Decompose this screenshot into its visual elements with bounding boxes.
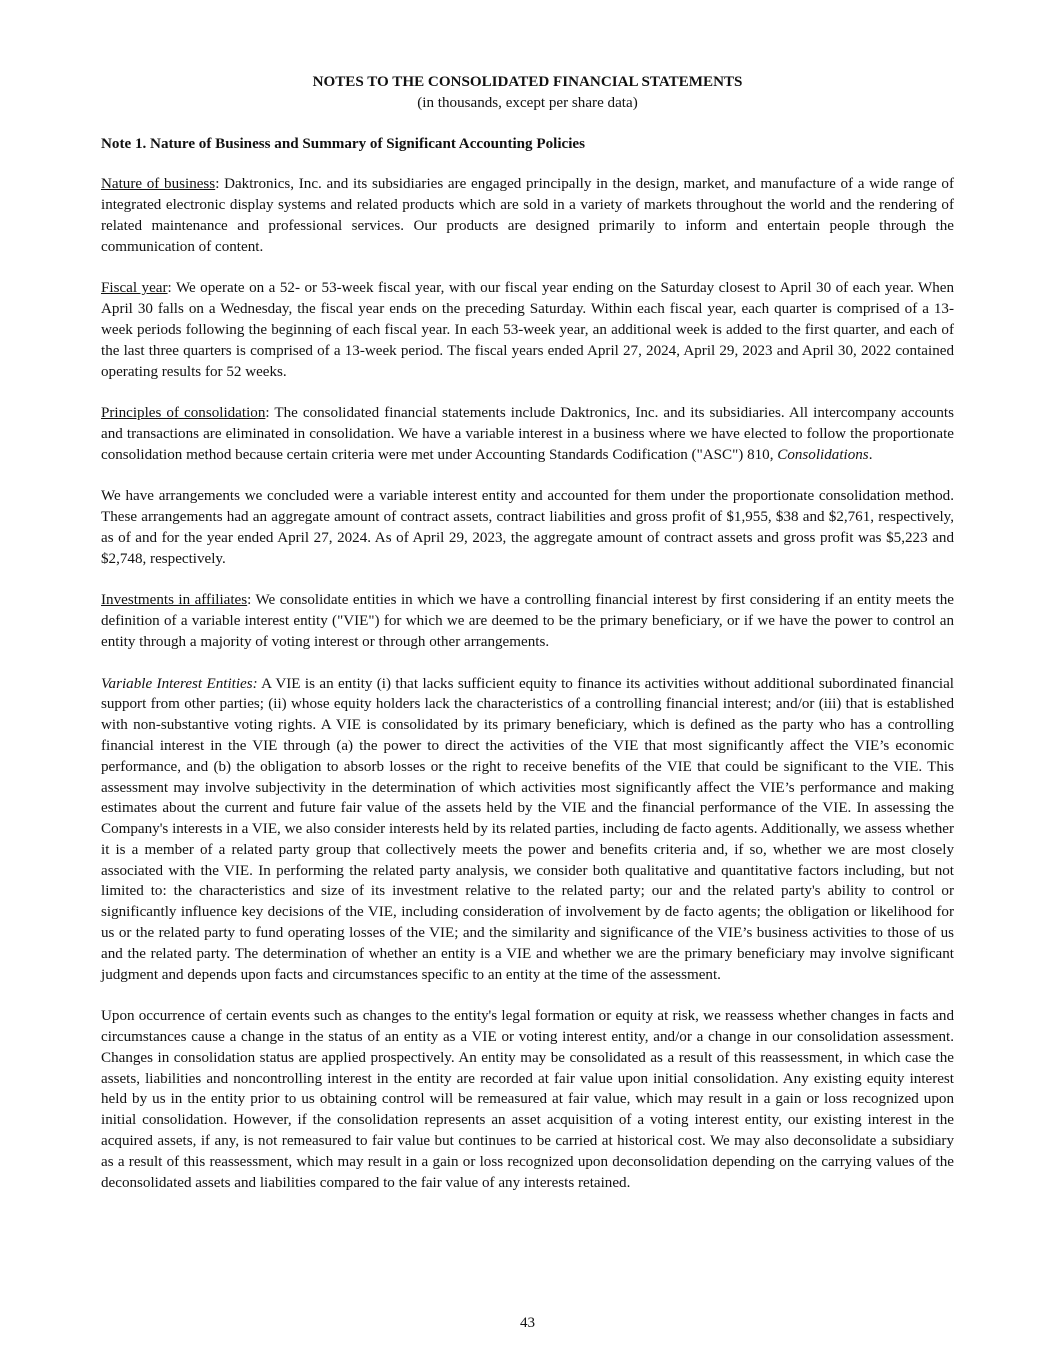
paragraph-investments-in-affiliates (101, 590, 954, 652)
paragraph-nature-of-business (101, 174, 954, 257)
text-principles-of-consolidation: : The consolidated financial statements include Daktronics, Inc. and its subsidiaries. All intercompany accounts and transactions are eliminated in consolidation. We have a variable interest in a business where we have elected to follow the proportionate consolidation method because certain criteria were met under Accounting Standards Codification ("ASC") 810, (101, 405, 954, 463)
paragraph-principles-of-consolidation (101, 403, 954, 465)
paragraph-fiscal-year (101, 278, 954, 382)
term-variable-interest-entities: Variable Interest Entities: (101, 675, 258, 692)
paragraph-arrangements: We have arrangements we concluded were a variable interest entity and accounted for them under the proportionate consolidation method. These arrangements had an aggregate amount of contract assets, contract liabilities and gross profit of $1,955, $38 and $2,761, respectively, as of and for the year ended April 27, 2024. As of April 29, 2023, the aggregate amount of contract assets and gross profit was $5,223 and $2,748, respectively. (101, 488, 954, 567)
term-investments-in-affiliates: Investments in affiliates (101, 592, 248, 609)
document-page (101, 72, 954, 1214)
note-heading: Note 1. Nature of Business and Summary of Significant Accounting Policies (101, 135, 585, 152)
term-principles-of-consolidation: Principles of consolidation (101, 405, 266, 422)
paragraph-variable-interest-entities (101, 674, 954, 986)
term-nature-of-business: Nature of business (101, 176, 216, 193)
term-fiscal-year: Fiscal year (101, 280, 168, 297)
italic-consolidations: Consolidations (777, 446, 869, 463)
text-investments-in-affiliates: : We consolidate entities in which we have a controlling financial interest by first considering if an entity meets the definition of a variable interest entity ("VIE") for which we are deemed to be the primary beneficiary, or if we have the power to control an entity through a majority of voting interest or through other arrangements. (101, 592, 954, 650)
page-title: NOTES TO THE CONSOLIDATED FINANCIAL STATEMENTS (312, 74, 743, 90)
page-number: 43 (519, 1315, 536, 1331)
page-subtitle: (in thousands, except per share data) (417, 94, 638, 111)
text-fiscal-year: : We operate on a 52- or 53-week fiscal year, with our fiscal year ending on the Saturday closest to April 30 of each year. When April 30 falls on a Wednesday, the fiscal year ends on the preceding Saturday. Within each fiscal year, each quarter is comprised of a 13-week periods following the beginning of each fiscal year. In each 53-week year, an additional week is added to the first quarter, and each of the last three quarters is comprised of a 13-week period. The fiscal years ended April 27, 2024, April 29, 2023 and April 30, 2022 contained operating results for 52 weeks. (101, 280, 954, 380)
text-nature-of-business: : Daktronics, Inc. and its subsidiaries are engaged principally in the design, market, and manufacture of a wide range of integrated electronic display systems and related products which are sold in a variety of markets throughout the world and the rendering of related maintenance and professional services. Our products are designed primarily to inform and entertain people through the communication of content. (101, 176, 954, 255)
text-variable-interest-entities: A VIE is an entity (i) that lacks sufficient equity to finance its activities without additional subordinated financial support from other parties; (ii) whose equity holders lack the characteristics of a controlling financial interest; and/or (iii) that is established with non-substantive voting rights. A VIE is consolidated by its primary beneficiary, which is defined as the party who has a controlling financial interest in the VIE through (a) the power to direct the activities of the VIE that most significantly affect the VIE’s economic performance, and (b) the obligation to absorb losses or the right to receive benefits of the VIE that could be significant to the VIE. This assessment may involve subjectivity in the determination of which activities most significantly affect the VIE’s performance and making estimates about the current and future fair value of the assets held by the VIE and the financial performance of the VIE. In assessing the Company's interests in a VIE, we also consider interests held by its related parties, including de facto agents. Additionally, we assess whether it is a member of a related party group that collectively meets the power and benefits criteria and, if so, whether we are most closely associated with the VIE. In performing the related party analysis, we consider both qualitative and quantitative factors including, but not limited to: the characteristics and size of its investment relative to the related party; our and the related party's ability to control or significantly influence key decisions of the VIE, including consideration of involvement by de facto agents; the obligation or likelihood for us or the related party to fund operating losses of the VIE; and the similarity and significance of the VIE’s business activities to those of us and the related party. The determination of whether an entity is a VIE and whether we are the primary beneficiary may involve significant judgment and depends upon facts and circumstances specific to an entity at the time of the assessment. (101, 675, 954, 983)
paragraph-reassessment: Upon occurrence of certain events such as changes to the entity's legal formation or equity at risk, we reassess whether changes in facts and circumstances cause a change in the status of an entity as a VIE or voting interest entity, and/or a change in our consolidation assessment. Changes in consolidation status are applied prospectively. An entity may be consolidated as a result of this reassessment, in which case the assets, liabilities and noncontrolling interest in the entity are recorded at fair value upon initial consolidation. Any existing equity interest held by us in the entity prior to us obtaining control will be remeasured at fair value, which may result in a gain or loss recognized upon initial consolidation. However, if the consolidation represents an asset acquisition of a voting interest entity, our existing interest in the acquired assets, if any, is not remeasured to fair value but continues to be carried at historical cost. We may also deconsolidate a subsidiary as a result of this reassessment, which may result in a gain or loss recognized upon deconsolidation depending on the carrying values of the deconsolidated assets and liabilities compared to the fair value of any interests retained. (101, 1008, 954, 1191)
text-consolidation-end: . (868, 446, 873, 463)
